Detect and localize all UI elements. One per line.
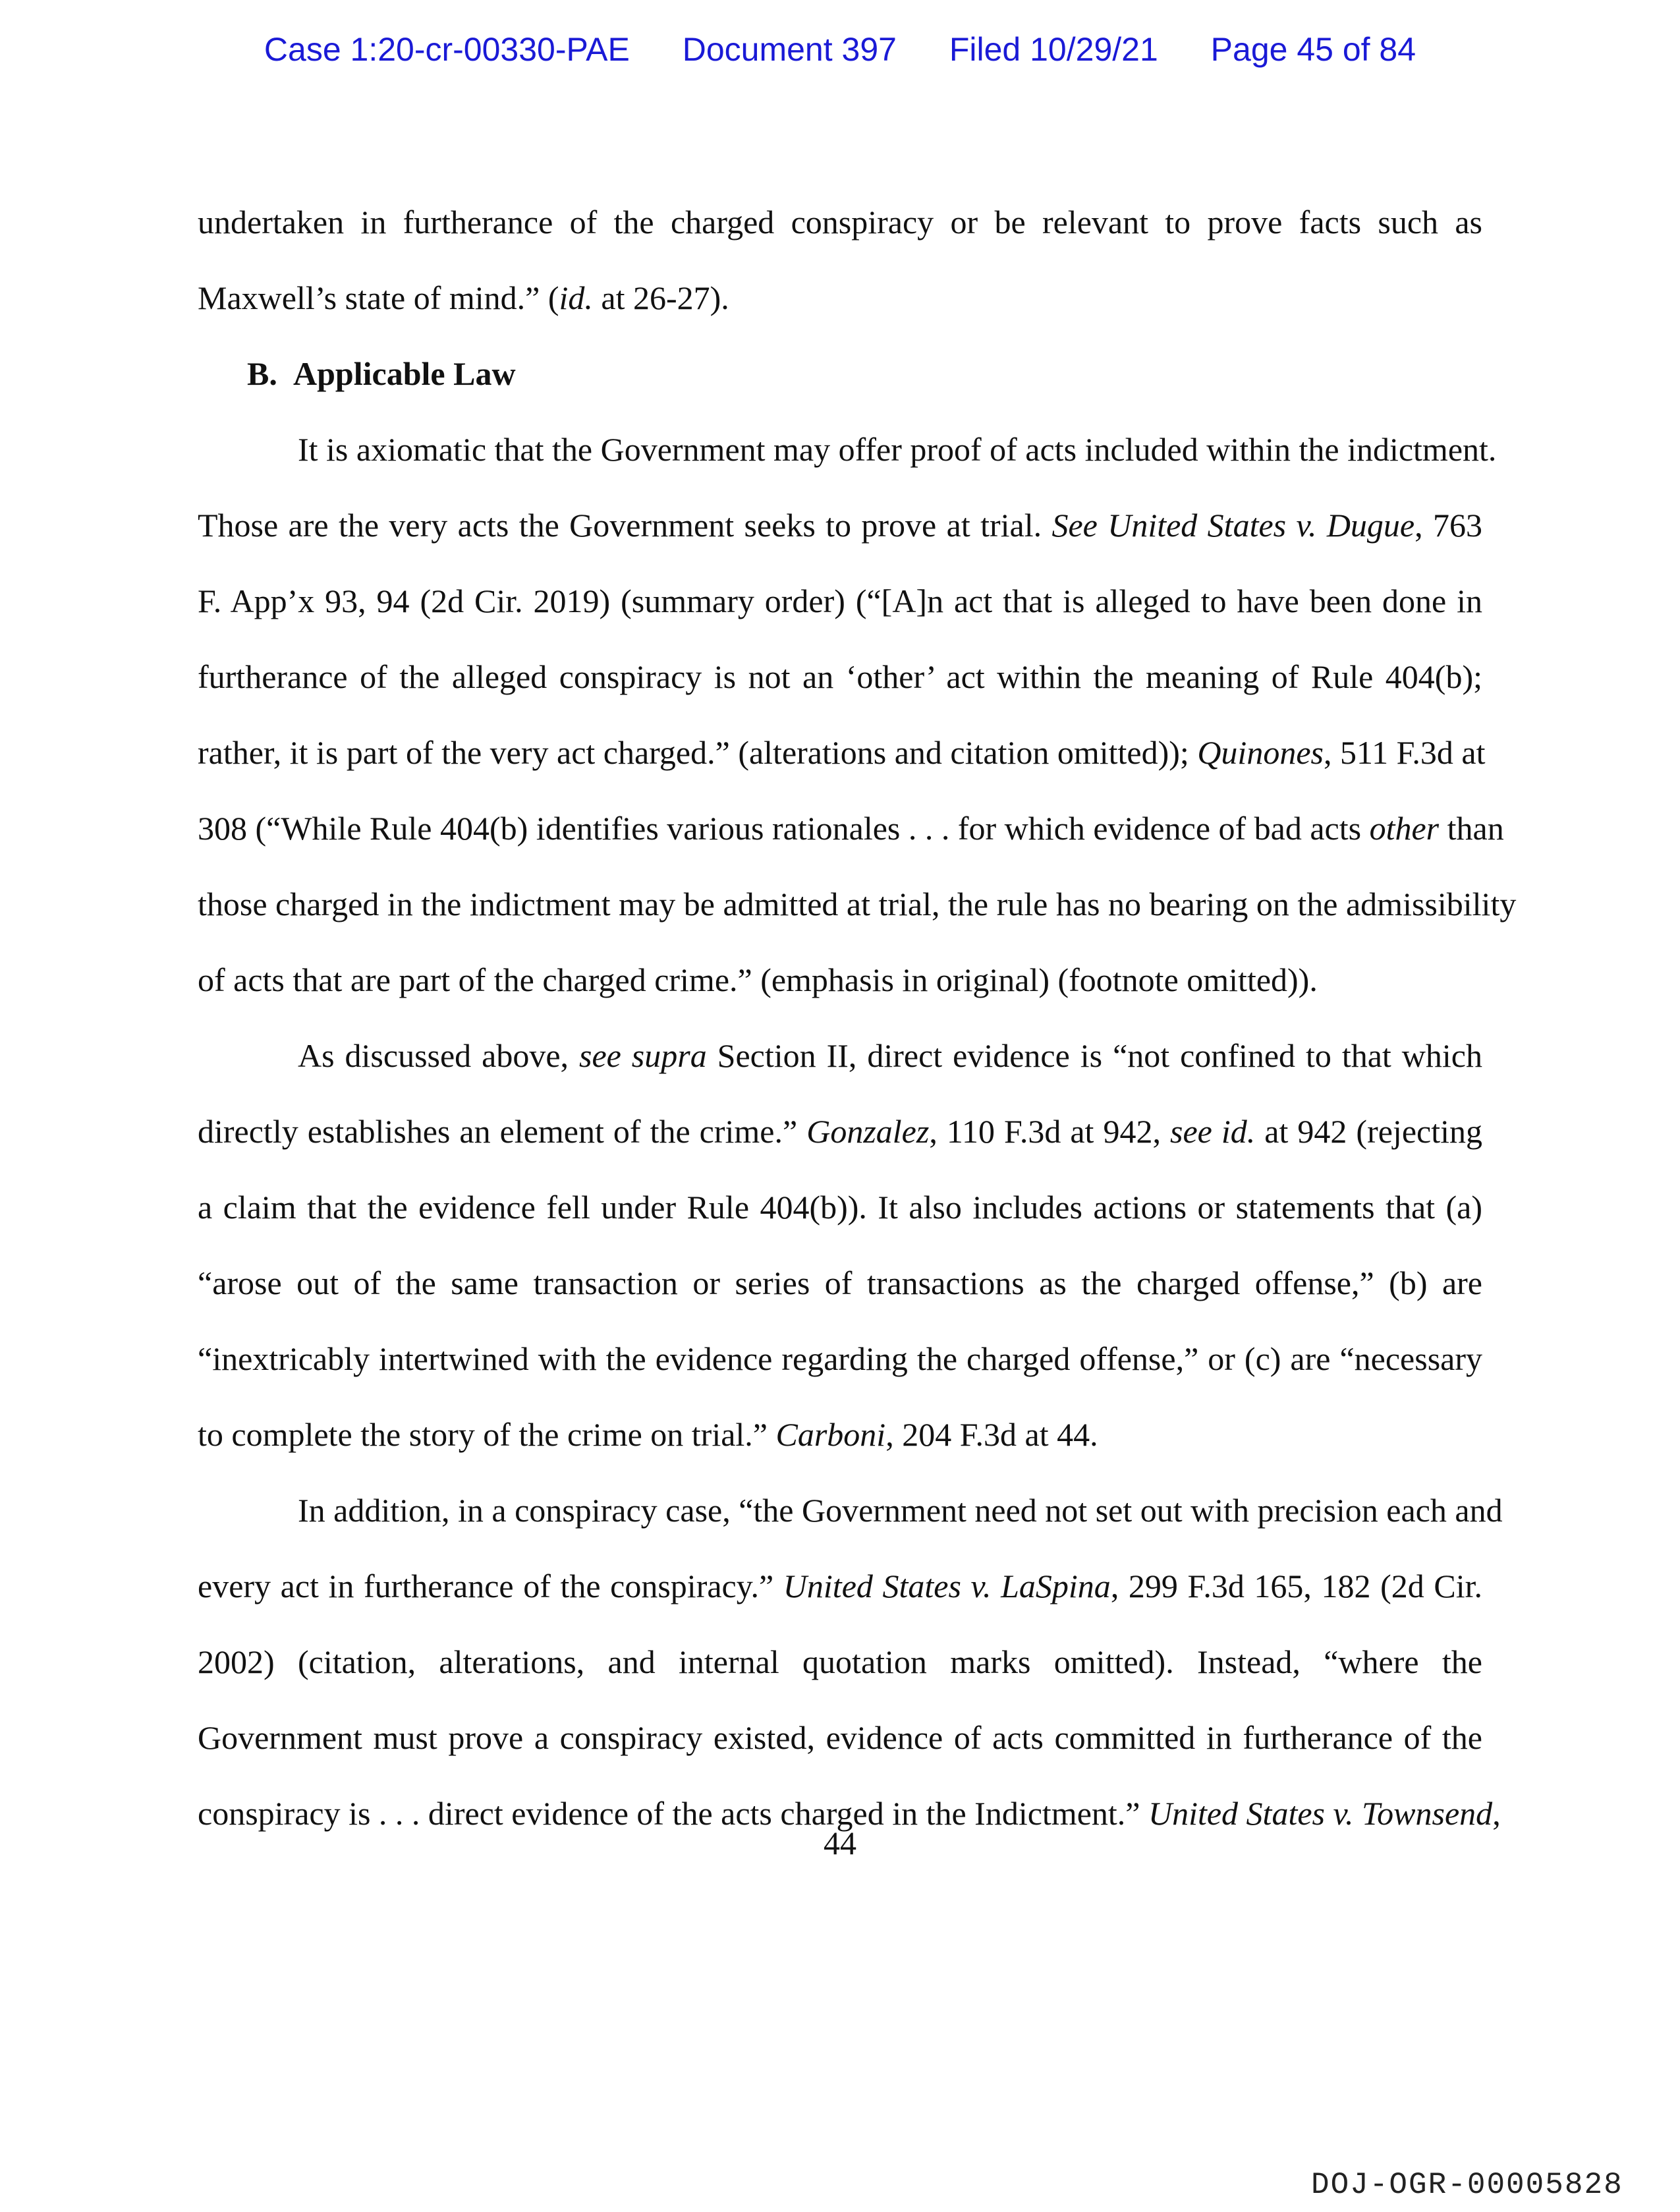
case-citation: United States v. Townsend <box>1148 1795 1493 1832</box>
text-line: Maxwell’s state of mind.” (id. at 26-27). <box>198 279 729 316</box>
text-line: Those are the very acts the Government seeks to prove at trial. See United States v. Dugue, 763 <box>198 507 1483 544</box>
text-line: 308 (“While Rule 404(b) identifies various rationales . . . for which evidence of bad acts other than <box>198 810 1504 847</box>
case-citation: United States v. LaSpina <box>783 1568 1111 1604</box>
page-number: 44 <box>824 1825 856 1861</box>
filed-date: Filed 10/29/21 <box>949 31 1158 68</box>
paragraph-first-line: As discussed above, see supra Section II, direct evidence is “not confined to that which <box>298 1037 1482 1074</box>
text-line: directly establishes an element of the crime.” Gonzalez, 110 F.3d at 942, see id. at 942 (rejecting <box>198 1113 1482 1150</box>
section-letter: B. <box>247 355 277 392</box>
text-line: 2002) (citation, alterations, and internal quotation marks omitted). Instead, “where the <box>198 1643 1482 1680</box>
text-line: Government must prove a conspiracy existed, evidence of acts committed in furtherance of the <box>198 1719 1482 1756</box>
text-line: a claim that the evidence fell under Rule 404(b)). It also includes actions or statements that (a) <box>198 1189 1482 1226</box>
bates-stamp: DOJ-OGR-00005828 <box>1311 2168 1623 2202</box>
text-line: “arose out of the same transaction or series of transactions as the charged offense,” (b) are <box>198 1264 1482 1301</box>
text-line: every act in furtherance of the conspiracy.” United States v. LaSpina, 299 F.3d 165, 182 (2d Cir. <box>198 1568 1483 1604</box>
paragraph-first-line: In addition, in a conspiracy case, “the Government need not set out with precision each and <box>298 1492 1503 1529</box>
text-line: to complete the story of the crime on trial.” Carboni, 204 F.3d at 44. <box>198 1416 1098 1453</box>
ecf-filing-header <box>0 30 1680 69</box>
text-line: furtherance of the alleged conspiracy is not an ‘other’ act within the meaning of Rule 404(b); <box>198 658 1482 695</box>
text-line: conspiracy is . . . direct evidence of the acts charged in the Indictment.” United States v. Townsend, <box>198 1795 1501 1832</box>
section-title: Applicable Law <box>293 355 516 392</box>
text-line: of acts that are part of the charged crime.” (emphasis in original) (footnote omitted)). <box>198 961 1318 998</box>
case-citation: Quinones <box>1197 734 1324 771</box>
case-citation: See United States v. Dugue <box>1051 507 1415 544</box>
text-line: rather, it is part of the very act charged.” (alterations and citation omitted)); Quinones, 511 F.3d at <box>198 734 1486 771</box>
case-citation: Gonzalez <box>806 1113 930 1150</box>
case-citation: Carboni <box>775 1416 886 1453</box>
case-number: Case 1:20-cr-00330-PAE <box>264 31 630 68</box>
paragraph-first-line: It is axiomatic that the Government may offer proof of acts included within the indictment. <box>298 431 1497 468</box>
document-number: Document 397 <box>682 31 897 68</box>
body-text <box>198 184 1517 1852</box>
section-heading <box>198 336 1482 412</box>
text-line: “inextricably intertwined with the evidence regarding the charged offense,” or (c) are “necessary <box>198 1340 1482 1377</box>
text-line: undertaken in furtherance of the charged conspiracy or be relevant to prove facts such as <box>198 204 1482 241</box>
page-of-total: Page 45 of 84 <box>1210 31 1416 68</box>
text-line: those charged in the indictment may be admitted at trial, the rule has no bearing on the admissibility <box>198 886 1517 922</box>
text-line: F. App’x 93, 94 (2d Cir. 2019) (summary order) (“[A]n act that is alleged to have been done in <box>198 582 1482 619</box>
